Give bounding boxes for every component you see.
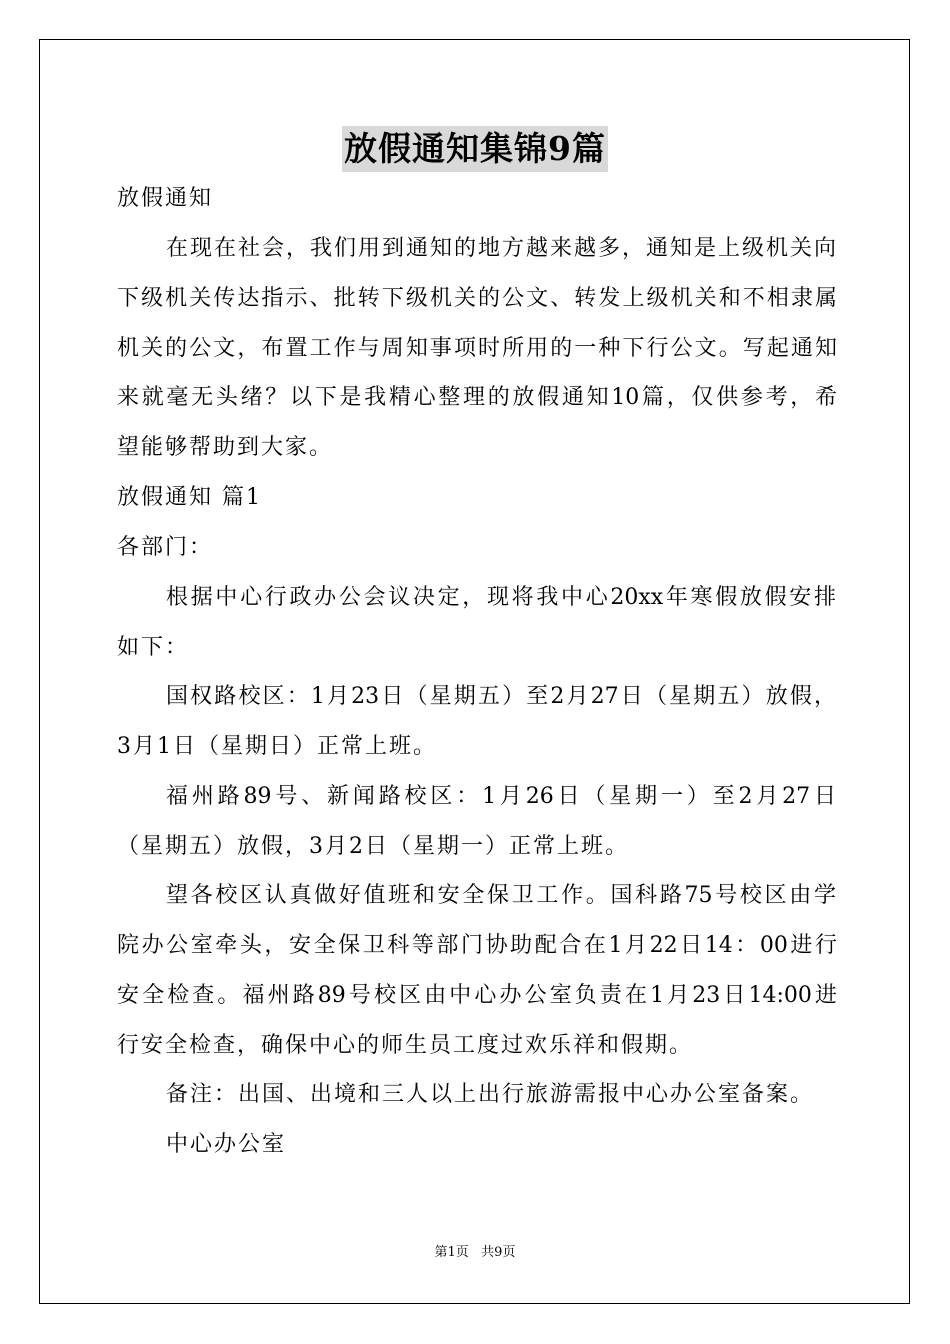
note-line: 备注：出国、出境和三人以上出行旅游需报中心办公室备案。 xyxy=(166,1082,815,1107)
body-paragraph-line: 望各校区认真做好值班和安全保卫工作。国科路75号校区由学 xyxy=(166,883,836,908)
page-footer: 第1页 共9页 xyxy=(434,1245,516,1260)
article-heading: 放假通知 篇1 xyxy=(117,485,262,510)
body-paragraph-line: 福州路89号、新闻路校区：1月26日（星期一）至2月27日 xyxy=(166,784,836,809)
body-paragraph-line: 根据中心行政办公会议决定，现将我中心20xx年寒假放假安排 xyxy=(166,585,836,610)
body-paragraph-line: （星期五）放假，3月2日（星期一）正常上班。 xyxy=(117,834,629,859)
document-title: 放假通知集锦9篇 xyxy=(342,126,608,172)
salutation: 各部门： xyxy=(117,535,214,560)
body-paragraph-line: 3月1日（星期日）正常上班。 xyxy=(117,734,437,759)
intro-paragraph-line: 来就毫无头绪？以下是我精心整理的放假通知10篇，仅供参考，希 xyxy=(117,385,837,410)
body-paragraph-line: 院办公室牵头，安全保卫科等部门协助配合在1月22日14：00进行 xyxy=(117,933,837,958)
intro-paragraph-line: 在现在社会，我们用到通知的地方越来越多，通知是上级机关向 xyxy=(166,236,836,261)
signature-line: 中心办公室 xyxy=(166,1132,287,1157)
title-container xyxy=(0,126,950,172)
body-paragraph-line: 安全检查。福州路89号校区由中心办公室负责在1月23日14:00进 xyxy=(117,983,837,1008)
intro-paragraph-line: 下级机关传达指示、批转下级机关的公文、转发上级机关和不相隶属 xyxy=(117,286,837,311)
intro-paragraph-line: 机关的公文，布置工作与周知事项时所用的一种下行公文。写起通知 xyxy=(117,336,837,361)
body-paragraph-line: 国权路校区：1月23日（星期五）至2月27日（星期五）放假， xyxy=(166,684,836,709)
section-heading: 放假通知 xyxy=(117,186,214,211)
body-paragraph-line: 如下： xyxy=(117,635,190,660)
intro-paragraph-line: 望能够帮助到大家。 xyxy=(117,435,334,460)
body-paragraph-line: 行安全检查，确保中心的师生员工度过欢乐祥和假期。 xyxy=(117,1033,694,1058)
page-border xyxy=(39,39,910,1304)
